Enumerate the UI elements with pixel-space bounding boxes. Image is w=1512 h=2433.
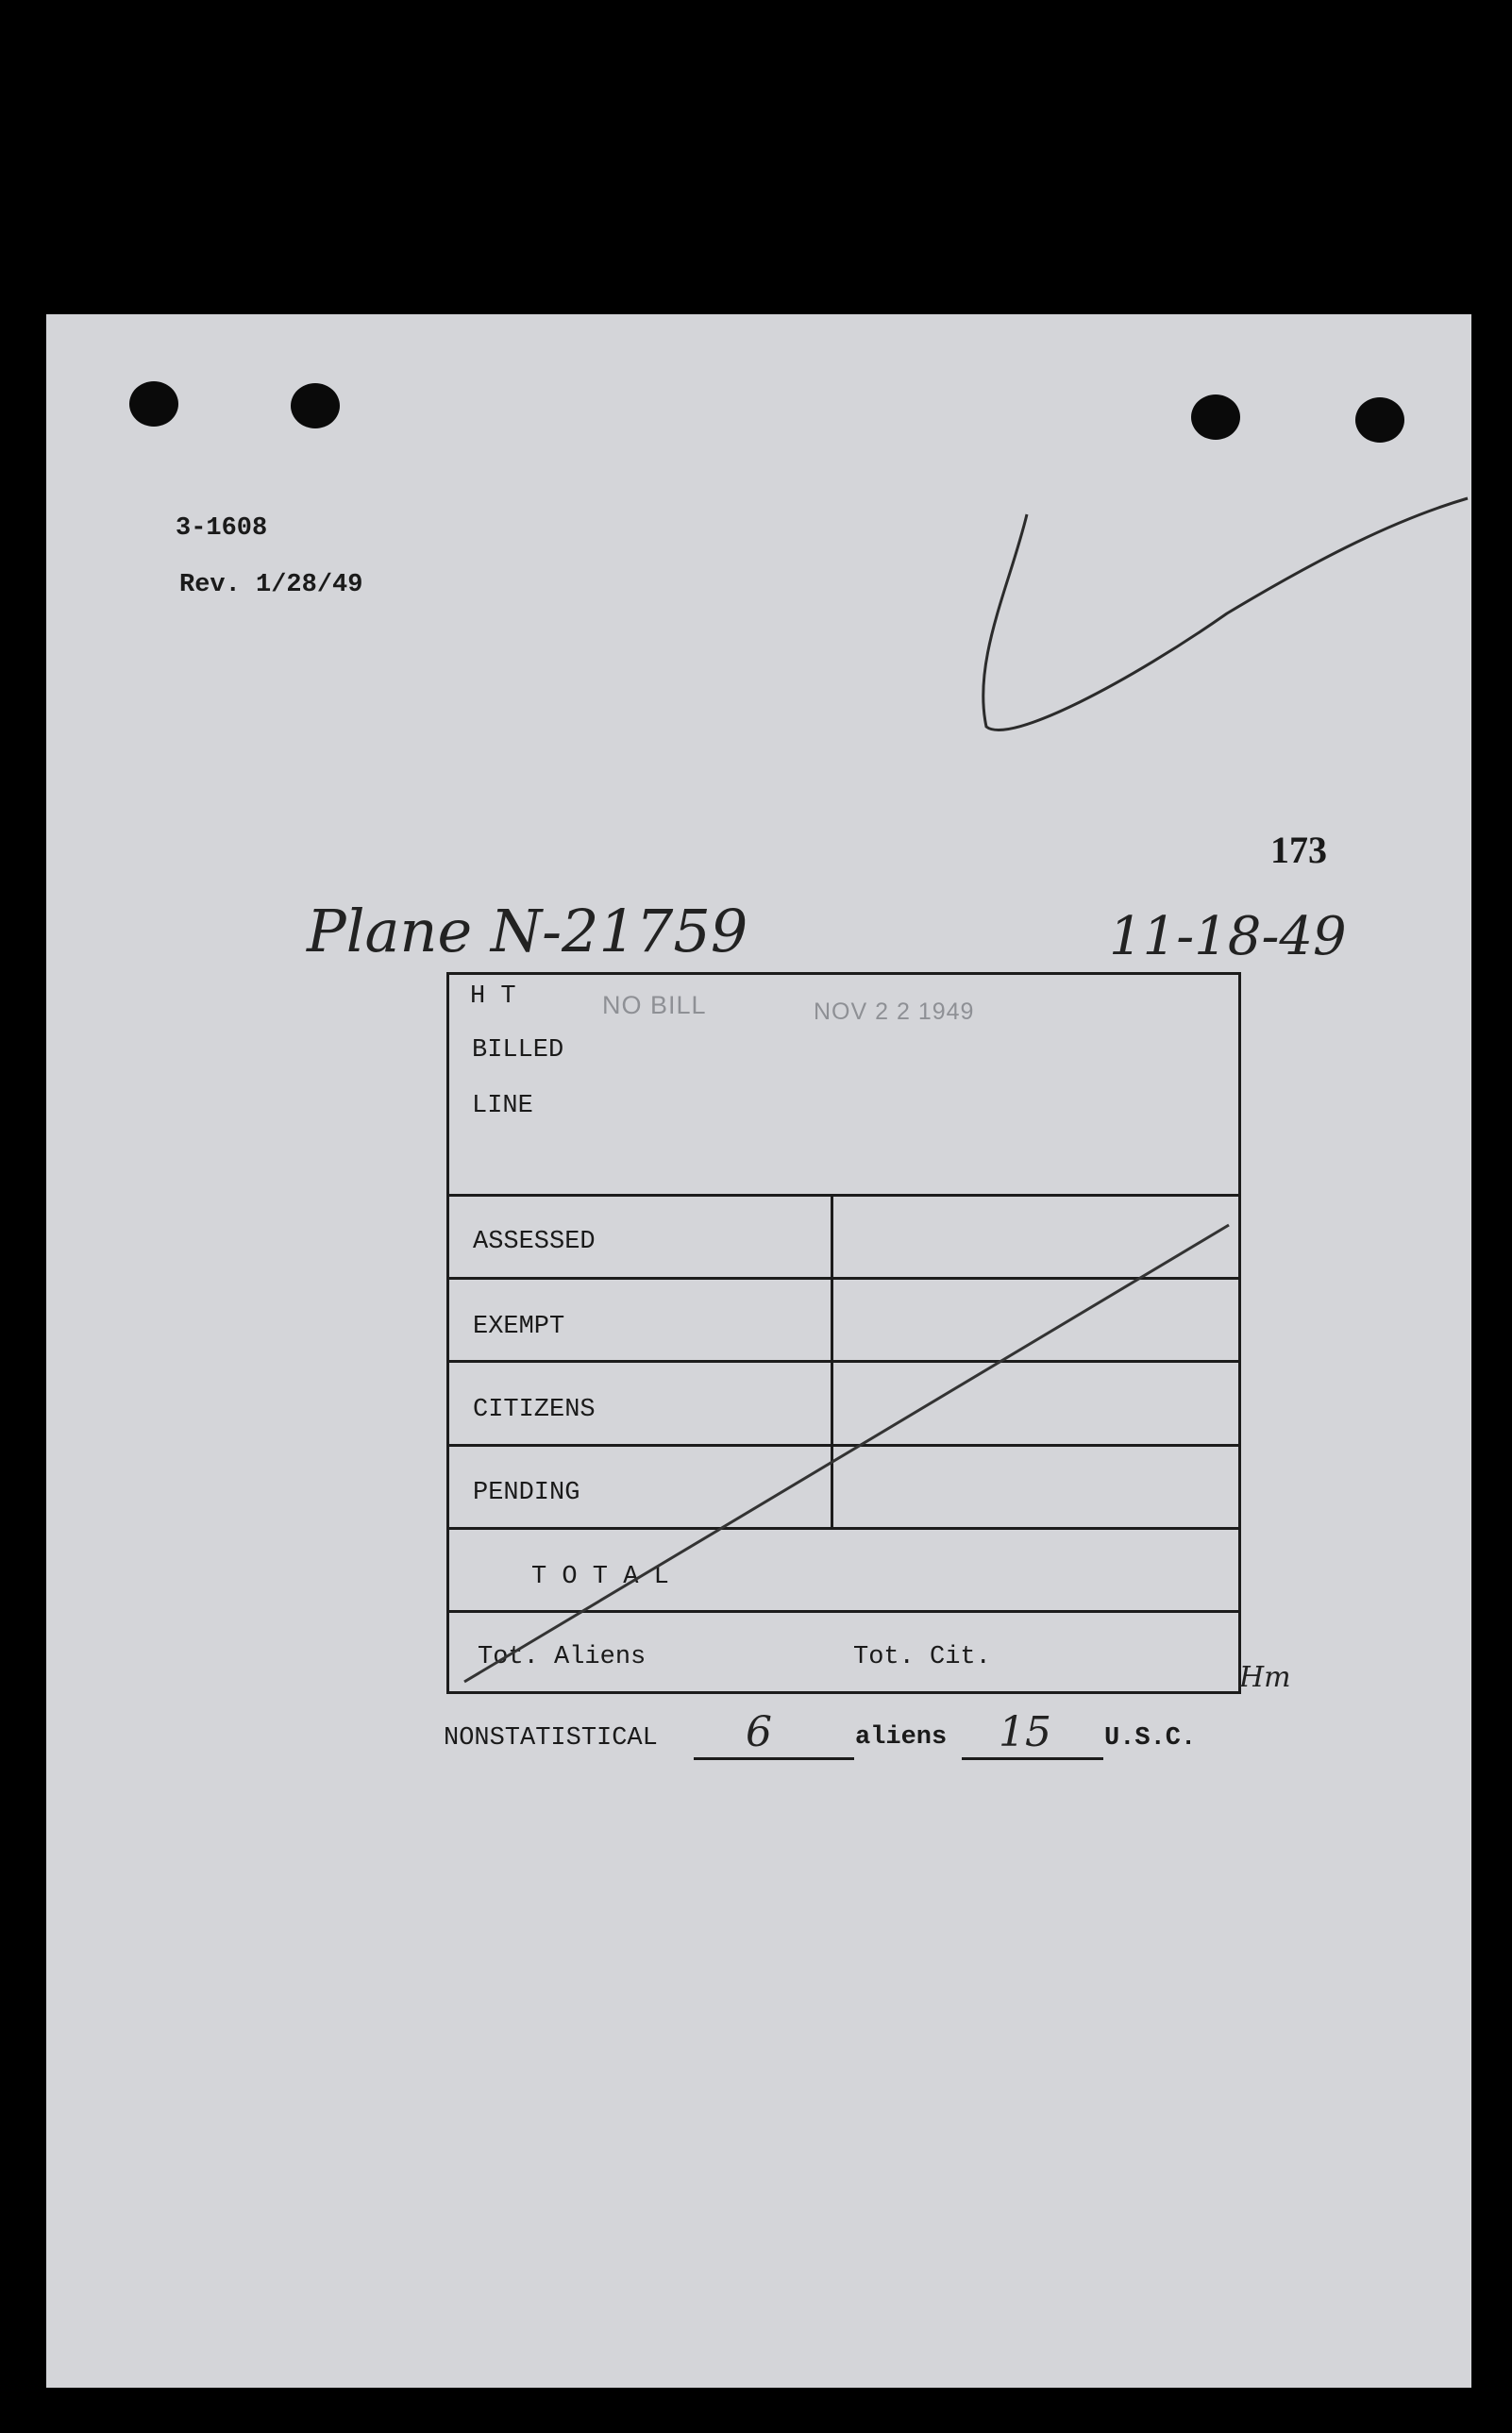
total-label: T O T A L xyxy=(531,1563,669,1591)
date-stamp: NOV 2 2 1949 xyxy=(814,998,975,1025)
exempt-label: EXEMPT xyxy=(473,1313,565,1341)
tot-aliens-label: Tot. Aliens xyxy=(478,1643,647,1671)
revision-date: Rev. 1/28/49 xyxy=(179,571,363,599)
carrier-handwritten: Plane N-21759 xyxy=(307,897,748,965)
no-bill-stamp: NO BILL xyxy=(602,991,707,1019)
citizens-label: CITIZENS xyxy=(473,1396,596,1424)
usc-label: U.S.C. xyxy=(1104,1724,1197,1753)
billed-label: BILLED xyxy=(472,1036,564,1065)
assessed-label: ASSESSED xyxy=(473,1228,596,1256)
line-label: LINE xyxy=(472,1092,533,1120)
cancel-line xyxy=(464,1225,1229,1682)
tot-cit-label: Tot. Cit. xyxy=(853,1643,991,1671)
nonstatistical-label: NONSTATISTICAL xyxy=(444,1724,658,1753)
initials-handwritten: Hm xyxy=(1239,1661,1291,1694)
nonstat-citizens-value: 15 xyxy=(999,1708,1051,1756)
ht-label: H T xyxy=(470,982,516,1011)
aliens-label: aliens xyxy=(855,1723,948,1752)
form-number: 3-1608 xyxy=(176,514,268,543)
check-mark xyxy=(983,498,1468,730)
page-number: 173 xyxy=(1270,829,1327,871)
nonstat-aliens-value: 6 xyxy=(746,1708,772,1756)
pending-label: PENDING xyxy=(473,1479,580,1507)
date-handwritten: 11-18-49 xyxy=(1109,906,1347,967)
